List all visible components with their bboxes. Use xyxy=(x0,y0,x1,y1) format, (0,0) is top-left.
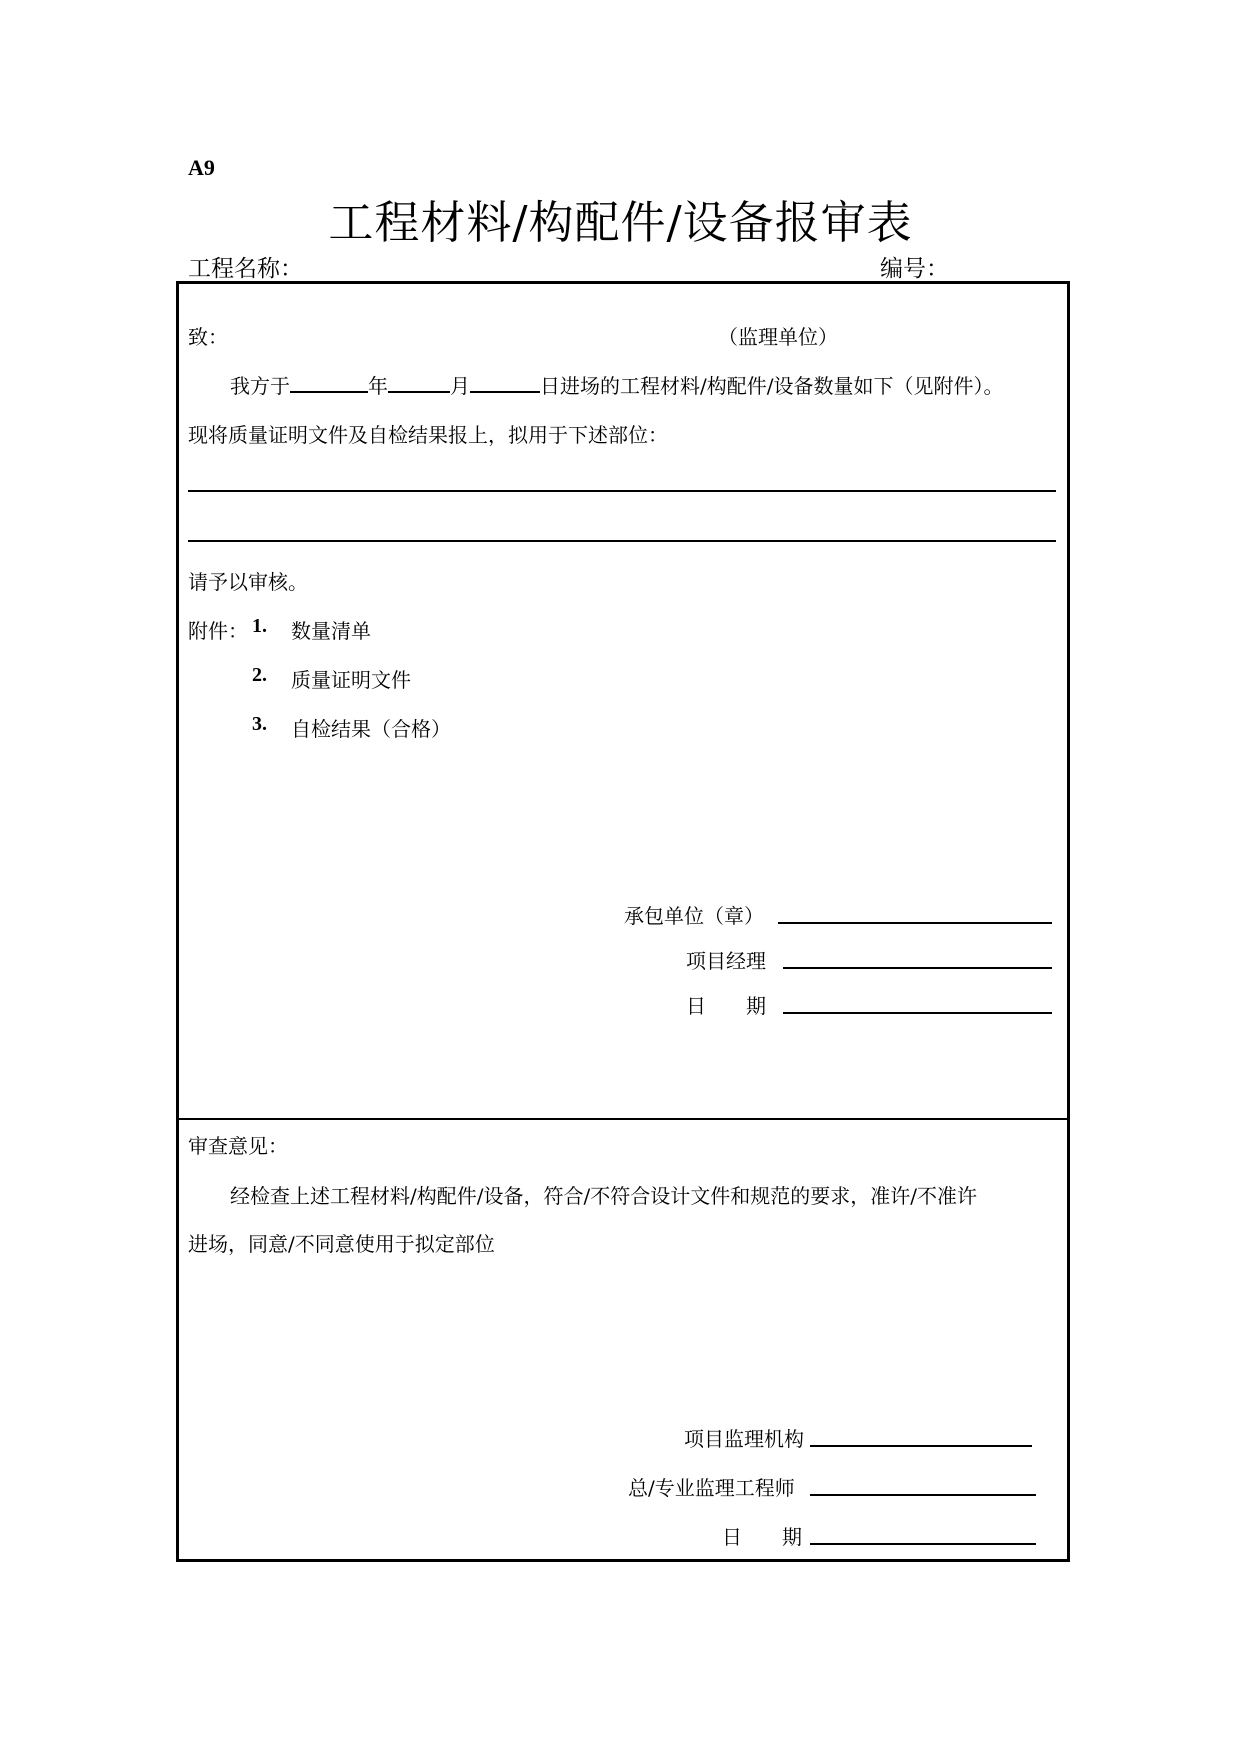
review-date-label: 日 期 xyxy=(722,1525,802,1549)
usage-location-line-2[interactable] xyxy=(188,540,1056,542)
attachment-1-text: 数量清单 xyxy=(291,619,371,643)
supervision-org-signature-line[interactable] xyxy=(810,1445,1032,1447)
year-label: 年 xyxy=(368,374,388,398)
contractor-signature-line[interactable] xyxy=(778,922,1052,924)
attachments-label: 附件： xyxy=(188,619,248,643)
submission-sentence: 现将质量证明文件及自检结果报上，拟用于下述部位： xyxy=(188,423,668,447)
section-divider xyxy=(176,1118,1070,1120)
usage-location-line-1[interactable] xyxy=(188,490,1056,492)
attachment-3-number: 3. xyxy=(252,713,267,735)
supervising-engineer-signature-line[interactable] xyxy=(810,1494,1036,1496)
day-blank[interactable] xyxy=(470,373,540,393)
month-label: 月 xyxy=(450,374,470,398)
project-manager-signature-line[interactable] xyxy=(783,967,1052,969)
year-blank[interactable] xyxy=(290,373,368,393)
review-date-line[interactable] xyxy=(810,1543,1036,1545)
review-opinion-line-1: 经检查上述工程材料/构配件/设备，符合/不符合设计文件和规范的要求，准许/不准许 xyxy=(230,1184,977,1208)
arrival-rest: 日进场的工程材料/构配件/设备数量如下（见附件）。 xyxy=(540,374,1004,398)
form-code: A9 xyxy=(188,155,215,180)
supervising-engineer-label: 总/专业监理工程师 xyxy=(628,1476,795,1500)
contractor-date-label: 日 期 xyxy=(686,994,766,1018)
to-label: 致： xyxy=(188,325,228,349)
review-opinion-label: 审查意见： xyxy=(188,1134,288,1158)
supervisor-unit-label: （监理单位） xyxy=(718,325,838,349)
review-opinion-line-2: 进场，同意/不同意使用于拟定部位 xyxy=(188,1232,495,1256)
form-number-label: 编号： xyxy=(880,256,949,282)
arrival-prefix: 我方于 xyxy=(230,374,290,398)
page-title: 工程材料/构配件/设备报审表 xyxy=(328,196,913,249)
arrival-sentence xyxy=(230,370,1003,399)
attachment-2-text: 质量证明文件 xyxy=(291,668,411,692)
contractor-label: 承包单位（章） xyxy=(624,904,764,928)
attachment-2-number: 2. xyxy=(252,664,267,686)
month-blank[interactable] xyxy=(388,373,450,393)
project-manager-label: 项目经理 xyxy=(686,949,766,973)
attachment-3-text: 自检结果（合格） xyxy=(291,717,451,741)
attachment-1-number: 1. xyxy=(252,615,267,637)
contractor-date-line[interactable] xyxy=(783,1012,1052,1014)
supervision-org-label: 项目监理机构 xyxy=(684,1427,804,1451)
project-name-label: 工程名称： xyxy=(188,256,303,282)
review-request: 请予以审核。 xyxy=(188,570,308,594)
